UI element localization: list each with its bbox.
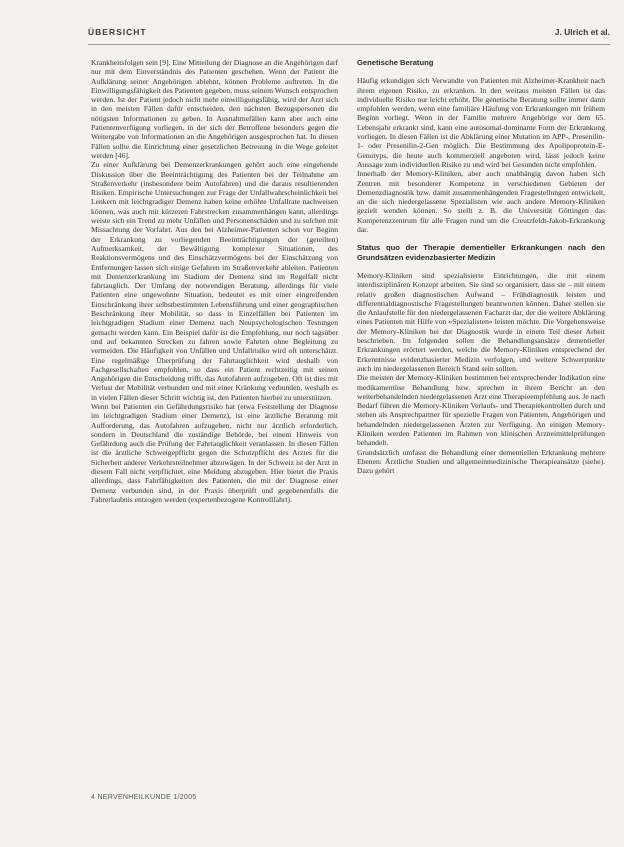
body-paragraph: Innerhalb der Memory-Kliniken, aber auch unabhängig davon haben sich Zentren mit besonderer Kompetenz in verschiedenen Gebieten der Demenzdiagnostik bzw. damit zusammenhängenden Fragestellungen entwickelt, an die sich niedergelassene Spezialisten wie auch andere Memory-Kliniken gezielt wenden können. So stellt z. B. die Universität Göttingen das Kompetenzzentrum für alle Fragen rund um die Creutzfeldt-Jakob-Erkrankung dar.: [357, 169, 605, 235]
page-footer: 4 NERVENHEILKUNDE 1/2005: [91, 794, 197, 801]
body-paragraph: Grundsätzlich umfasst die Behandlung einer dementiellen Erkrankung mehrere Ebenen: Ärztliche Studien und allgemeinmedizinische Therapieansätze (siehe). Dazu gehört: [357, 447, 605, 476]
body-paragraph: Häufig erkundigen sich Verwandte von Patienten mit Alzheimer-Krankheit nach ihrem eigenen Risiko, zu erkranken. In den weitaus meisten Fällen ist das individuelle Risiko nur leicht erhöht. Die genetische Beratung sollte immer dann empfohlen werden, wenn eine familiäre Häufung von Erkrankungen mit frühem Beginn vorliegt. Wenn in der Familie mehrere Angehörige vor dem 65. Lebensjahr erkrankt sind, kann eine autosomal-dominante Form der Erkrankung vorliegen. In diesen Fällen ist die Abklärung einer Mutation im APP-, Presenilin-1- oder Presenilin-2-Gen möglich. Die Bestimmung des Apolipoprotein-E-Genotyps, die heute auch kommerziell angeboten wird, lässt jedoch keine Aussage zum individuellen Risiko zu und wird bei Gesunden nicht empfohlen.: [357, 76, 605, 169]
left-column: [91, 58, 338, 504]
body-paragraph: Die meisten der Memory-Kliniken bestimmen bei entsprechender Indikation eine medikamentöse Behandlung bzw. sprechen in ihrem Bericht an den weiterbehandelnden niedergelassenen Arzt eine Therapieempfehlung aus. Je nach Bedarf führen die Memory-Kliniken Verlaufs- und Therapiekontrollen durch und stehen als Ansprechpartner für spezielle Fragen von Patienten, Angehörigen und behandelnden niedergelassenen Ärzten zur Verfügung. An einigen Memory-Kliniken werden Patienten im Rahmen von klinischen Arzneimittelprüfungen behandelt.: [357, 373, 605, 448]
spacer: [357, 234, 605, 243]
section-label: ÜBERSICHT: [88, 27, 147, 37]
section-heading: Genetische Beratung: [357, 58, 434, 67]
body-paragraph: Memory-Kliniken sind spezialisierte Einrichtungen, die mit einem interdisziplinären Konzept arbeiten. Sie sind so organisiert, dass sie – mit einem relativ großen diagnostischen Aufwand – Frühdiagnostik leisten und differentialdiagnostische Fragestellungen beantworten können. Daher stellen sie die Anlaufstelle für den niedergelassenen Facharzt dar, der die weitere Abklärung eines Patienten mit Hilfe von »Spezialisten« leisten möchte. Die Vorgehensweise der Memory-Kliniken bei der Diagnostik wurde in einem Teil dieser Arbeit beschrieben. Im folgenden sollen die Behandlungsansätze dementieller Erkrankungen erörtert werden, welche die Memory-Kliniken entsprechend der Erkenntnisse evidenzbasierter Medizin verfolgen, und weitere Schwerpunkte auch im niedergelassenen Bereich Stand sein sollten.: [357, 270, 605, 373]
author-label: J. Ulrich et al.: [554, 27, 610, 37]
section-heading: Status quo der Therapie dementieller Erkrankungen nach den Grundsätzen evidenzbasierter Medizin: [357, 243, 605, 262]
body-paragraph: Wenn bei Patienten ein Gefährdungsrisiko hat (etwa Feststellung der Diagnose im leichtgradigen Stadium einer Demenz), ist eine ärztliche Beratung mit Aufforderung, das Autofahren aufzugeben, nicht nur ärztlich erforderlich, sondern in Deutschland die zuständige Behörde, bei einem Hinweis von Gefährdung auch die Prüfung der Fahrtauglichkeit veranlassen. In diesen Fällen ist die ärztliche Schweigepflicht gegen die Schutzpflicht des Arztes für die Sicherheit anderer Verkehrsteilnehmer abzuwägen. In der Schweiz ist der Arzt in diesem Fall nicht verpflichtet, eine Meldung abzugeben. Hier bietet die Praxis allerdings, dass Fahrfähigkeiten des Patienten, die mit der Diagnose einer Demenz verbunden sind, in der Praxis überprüft und gegebenenfalls die Fahrerlaubnis entzogen werden (expertenbezogene Kontrollfahrt).: [91, 401, 338, 504]
body-paragraph: Zu einer Aufklärung bei Demenzerkrankungen gehört auch eine eingehende Diskussion über die Beeinträchtigung des Patienten bei der Teilnahme am Straßenverkehr (insbesondere beim Autofahren) und die daraus resultierenden Risiken. Empirische Untersuchungen zur Frage der Unfallwahrscheinlichkeit bei Lenkern mit leichtgradiger Demenz haben keine erhöhte Unfallrate nachweisen können, was auch mit kürzeren Fahrstrecken zusammenhängen kann, allerdings weiste sich ein Trend zu mehr Unfällen und Personenschäden und zu solchen mit Missachtung der Vorfahrt. Aus den bei Alzheimer-Patienten schon vor Beginn der Erkrankung zu vorliegenden Beeinträchtigungen der (geteilten) Aufmerksamkeit, der Bewältigung komplexer Situationen, des Reaktionsvermögens und des Einschätzvermögens bei der Einschätzung von Entfernungen lassen sich einige Gefahren im Straßenverkehr ableiten. Patienten mit Demenzerkrankung im Stadium der Demenz sind im Regelfall nicht fahrtauglich. Der Umfang der notwendigen Beratung, allerdings für viele Patienten eine ungewohnte Situation, bedeutet es mit einer eingreifenden Einschränkung ihrer selbstbestimmten Lebensführung und einer geographischen Beschränkung ihrer Mobilität, so dass in Einzelfällen bei Patienten im leichtgradigen Stadium einer Demenz nach Neupsychologischen Testungen gemacht werden kann. Ein Beispiel dafür ist die Empfehlung, nur noch tagsüber und auf bekannten Strecken zu fahren sowie Fahrten ohne Begleitung zu vermeiden. Die Häufigkeit von Unfällen und Unfallrisiko wird oft unterschätzt. Eine regelmäßige Überprüfung der Fahrtauglichkeit wird deshalb von Fachgesellschaften empfohlen, so dass ein Patient rechtzeitig mit seinen Angehörigen die Entscheidung trifft, das Autofahren aufzugeben. Oft ist dies mit Verlust der Mobilität verbunden und mit einer Kränkung verbunden, weshalb es in vielen Fällen dieser Schritt wichtig ist, den Patienten hierbei zu unterstützen.: [91, 160, 338, 402]
body-paragraph: Krankheitsfolgen sein [9]. Eine Mitteilung der Diagnose an die Angehörigen darf nur mit dem Einverständnis des Patienten geschehen. Wenn der Patient die Aufklärung seiner Angehörigen ablehnt, können Probleme auftreten. In die Einwilligungsfähigkeit des Patienten gegeben, muss seinem Wunsch entsprochen werden. Ist der Patient jedoch nicht mehr einwilligungsfähig, wird der Arzt sich in den meisten Fällen dafür entscheiden, den nächsten Bezugspersonen die nötigsten Informationen zu geben. In Ausnahmefällen kann aber auch eine Patientenverfügung vorliegen, in der sich der Betroffene besonders gegen die Weitergabe von Informationen an die Angehörigen ausgesprochen hat. In diesen Fällen sollte die Einrichtung einer gesetzlichen Betreuung in die Wege geleitet werden [46].: [91, 58, 338, 160]
running-header: [88, 22, 610, 45]
right-column: [357, 58, 605, 475]
